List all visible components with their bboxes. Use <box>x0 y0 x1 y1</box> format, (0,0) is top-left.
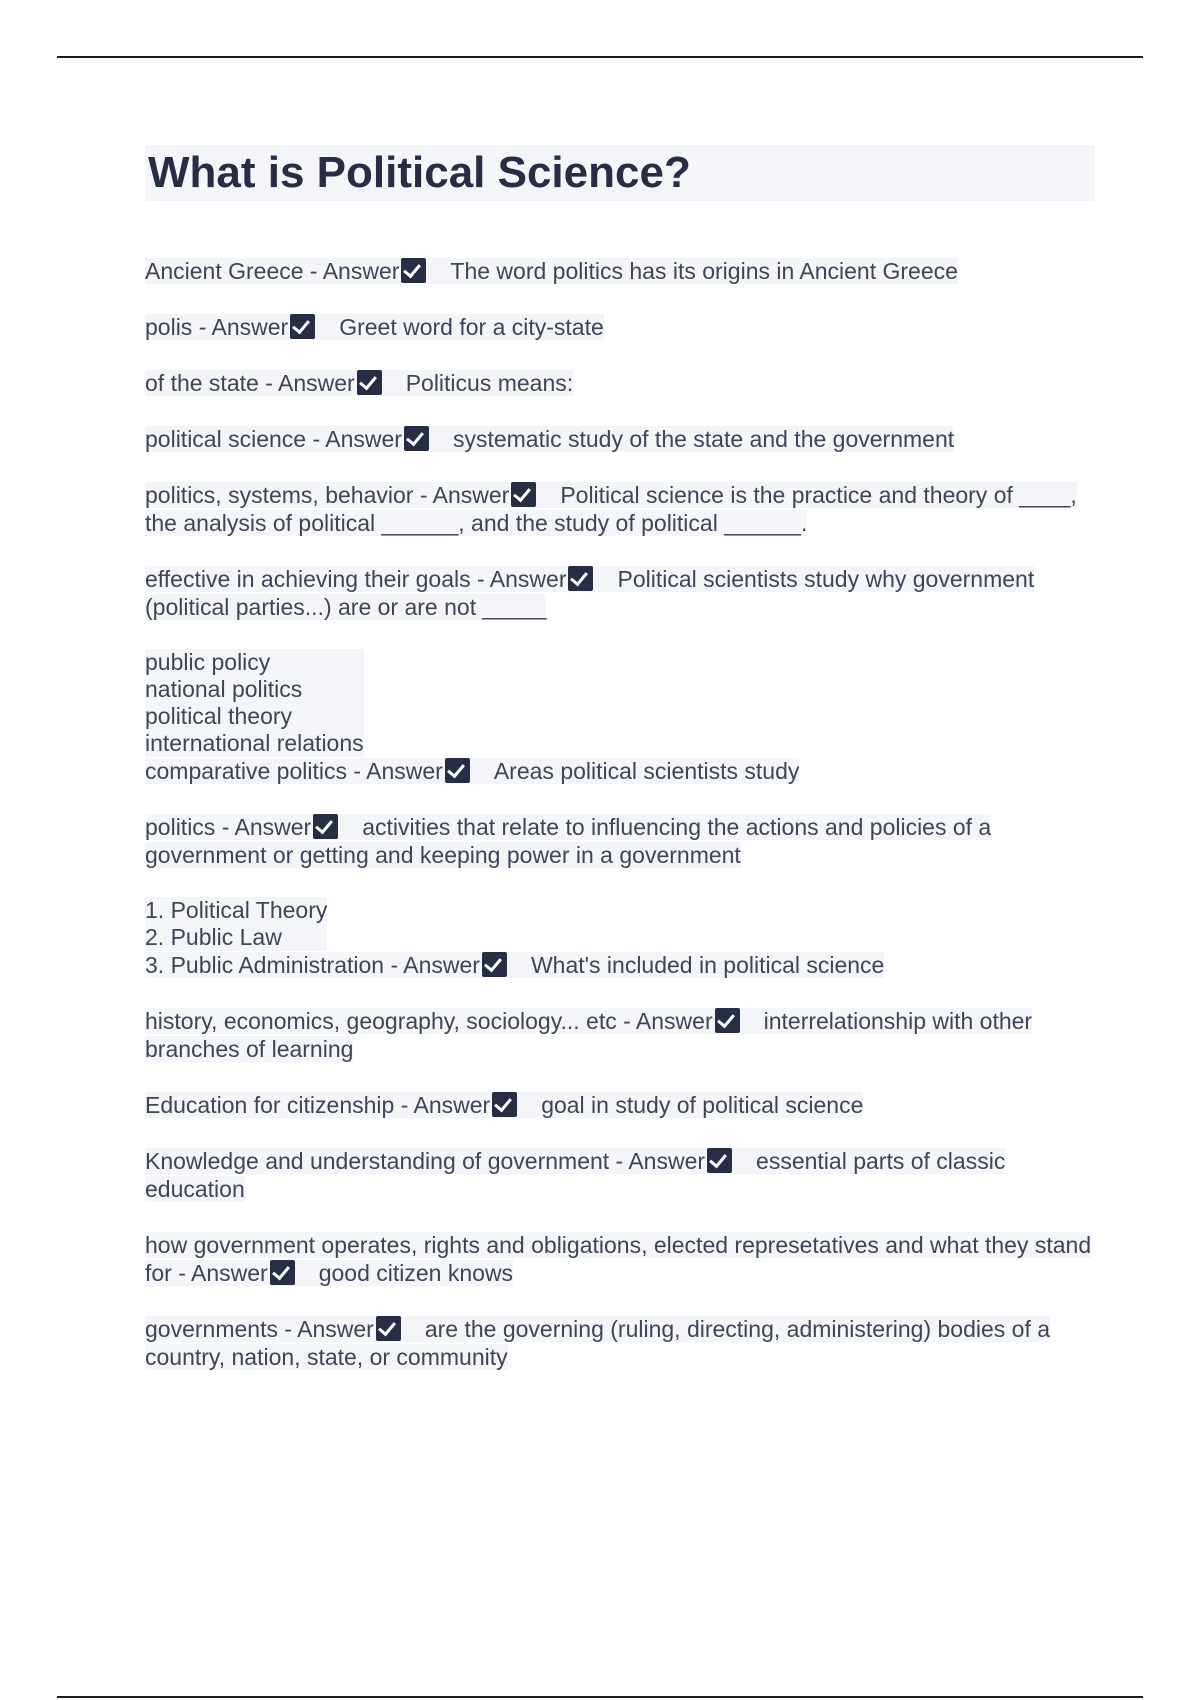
flashcard-text <box>145 814 991 868</box>
flashcard-text <box>145 482 1077 536</box>
answer-separator: - <box>470 566 490 592</box>
answer-separator: - <box>171 1260 192 1286</box>
answer-separator: - <box>384 952 404 978</box>
checkbox-checked-icon <box>445 758 470 783</box>
flashcard-text <box>145 426 954 452</box>
answer-label: Answer <box>489 566 567 592</box>
flashcard-text <box>145 370 573 396</box>
flashcard-definition: The word politics has its origins in Ancient Greece <box>450 258 958 284</box>
flashcard-term: politics <box>145 814 216 840</box>
flashcard-text <box>145 1232 1091 1286</box>
term-prefix-lines: public policy national politics political theory international relations <box>145 649 364 756</box>
answer-label: Answer <box>403 952 480 978</box>
flashcard-definition: goal in study of political science <box>541 1092 864 1118</box>
flashcard-item <box>145 313 1095 341</box>
flashcard-item <box>145 257 1095 285</box>
flashcard-definition: are the governing (ruling, directing, administering) bodies of a country, nation, state, or community <box>145 1316 1051 1370</box>
flashcard-text <box>145 258 958 284</box>
answer-label: Answer <box>413 1092 491 1118</box>
flashcard-term: governments <box>145 1316 278 1342</box>
flashcard-definition: systematic study of the state and the government <box>452 426 955 452</box>
flashcard-text <box>145 1148 1005 1202</box>
flashcard-term: political science <box>145 426 307 452</box>
answer-label: Answer <box>322 258 400 284</box>
flashcard-term: effective in achieving their goals <box>145 566 471 592</box>
answer-label: Answer <box>191 1260 268 1286</box>
answer-label: Answer <box>297 1316 374 1342</box>
checkbox-checked-icon <box>357 370 382 395</box>
flashcard-definition: Politicus means: <box>405 370 574 396</box>
top-rule <box>57 56 1143 58</box>
flashcard-item <box>145 1091 1095 1119</box>
checkbox-checked-icon <box>290 314 315 339</box>
flashcard-term: how government operates, rights and obligations, elected represetatives and what they stand for <box>145 1232 1092 1286</box>
answer-label: Answer <box>277 370 355 396</box>
bottom-rule <box>57 1696 1143 1698</box>
flashcard-text <box>145 314 604 340</box>
checkbox-checked-icon <box>401 258 426 283</box>
checkbox-checked-icon <box>492 1092 517 1117</box>
flashcard-item <box>145 481 1095 537</box>
flashcard-item <box>145 1007 1095 1063</box>
answer-separator: - <box>394 1092 414 1118</box>
checkbox-checked-icon <box>482 952 507 977</box>
flashcard-item <box>145 649 1095 785</box>
flashcard-item <box>145 897 1095 979</box>
answer-label: Answer <box>628 1148 706 1174</box>
answer-label: Answer <box>234 814 312 840</box>
flashcard-term: Education for citizenship <box>145 1092 395 1118</box>
answer-label: Answer <box>635 1008 713 1034</box>
checkbox-checked-icon <box>707 1148 732 1173</box>
checkbox-checked-icon <box>270 1260 295 1285</box>
flashcard-term: comparative politics <box>145 758 347 784</box>
flashcard-term: Knowledge and understanding of government <box>145 1148 610 1174</box>
answer-label: Answer <box>325 426 402 452</box>
flashcard-definition: Political scientists study why government (political parties...) are or are not _____ <box>145 566 1035 620</box>
answer-label: Answer <box>211 314 289 340</box>
flashcard-term: history, economics, geography, sociology... etc <box>145 1008 617 1034</box>
flashcard-definition: Greet word for a city-state <box>339 314 604 340</box>
flashcard-text <box>145 1316 1050 1370</box>
answer-separator: - <box>306 426 326 452</box>
answer-separator: - <box>346 758 367 784</box>
flashcard-definition: good citizen knows <box>318 1260 514 1286</box>
answer-separator: - <box>215 814 235 840</box>
flashcard-term: politics, systems, behavior <box>145 482 414 508</box>
flashcard-definition: activities that relate to influencing the actions and policies of a government or getting and keeping power in a government <box>145 814 992 868</box>
flashcard-item <box>145 369 1095 397</box>
checkbox-checked-icon <box>313 814 338 839</box>
checkbox-checked-icon <box>511 482 536 507</box>
flashcard-text <box>145 758 799 784</box>
answer-separator: - <box>609 1148 629 1174</box>
flashcard-definition: essential parts of classic education <box>145 1148 1006 1202</box>
flashcard-item <box>145 1315 1095 1371</box>
flashcard-term: 3. Public Administration <box>145 952 385 978</box>
answer-separator: - <box>303 258 323 284</box>
answer-separator: - <box>616 1008 636 1034</box>
flashcard-list <box>145 257 1095 1371</box>
answer-label: Answer <box>366 758 443 784</box>
flashcard-item <box>145 565 1095 621</box>
flashcard-text <box>145 566 1034 620</box>
flashcard-text <box>145 1092 863 1118</box>
answer-separator: - <box>413 482 433 508</box>
answer-separator: - <box>277 1316 298 1342</box>
flashcard-item <box>145 813 1095 869</box>
term-prefix-lines: 1. Political Theory 2. Public Law <box>145 897 328 950</box>
flashcard-term: polis <box>145 314 193 340</box>
flashcard-term: of the state <box>145 370 259 396</box>
flashcard-definition: interrelationship with other branches of learning <box>145 1008 1033 1062</box>
checkbox-checked-icon <box>376 1316 401 1341</box>
flashcard-text <box>145 1008 1032 1062</box>
document-body <box>145 145 1095 1399</box>
flashcard-item <box>145 425 1095 453</box>
flashcard-item <box>145 1147 1095 1203</box>
flashcard-term: Ancient Greece <box>145 258 304 284</box>
flashcard-item <box>145 1231 1095 1287</box>
checkbox-checked-icon <box>568 566 593 591</box>
flashcard-definition: Areas political scientists study <box>493 758 800 784</box>
flashcard-definition: Political science is the practice and theory of ____, the analysis of political ______, and the study of political ______. <box>145 482 1077 536</box>
flashcard-text <box>145 952 884 978</box>
answer-label: Answer <box>432 482 510 508</box>
checkbox-checked-icon <box>715 1008 740 1033</box>
checkbox-checked-icon <box>404 426 429 451</box>
answer-separator: - <box>258 370 278 396</box>
page-title: What is Political Science? <box>145 145 1095 201</box>
answer-separator: - <box>192 314 212 340</box>
flashcard-definition: What's included in political science <box>530 952 885 978</box>
